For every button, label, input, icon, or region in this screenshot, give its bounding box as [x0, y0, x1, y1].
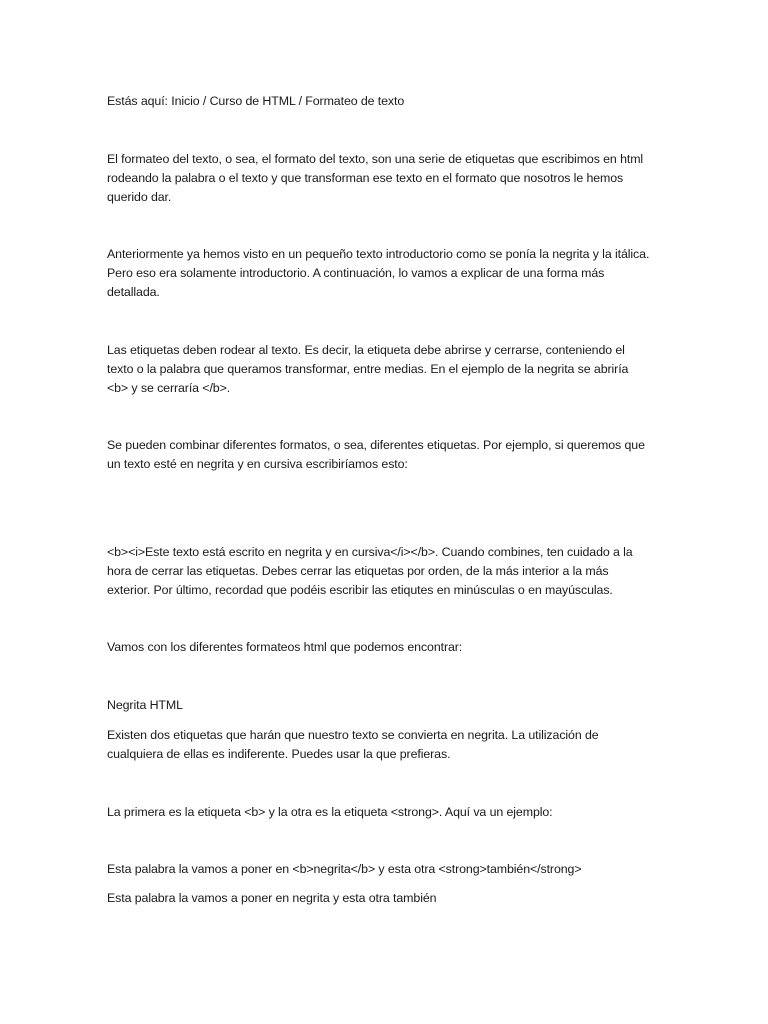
paragraph-bold-tags: Existen dos etiquetas que harán que nuestro texto se convierta en negrita. La utilización de cualquiera de ellas es indiferente. Puedes usar la que prefieras.	[107, 728, 599, 762]
paragraph-intro: El formateo del texto, o sea, el formato del texto, son una serie de etiquetas que escribimos en html rodeando la palabra o el texto y que transforman ese texto en el formato que nosotros le hemos querido dar.	[107, 152, 644, 205]
paragraph-combine: Se pueden combinar diferentes formatos, o sea, diferentes etiquetas. Por ejemplo, si queremos que un texto esté en negrita y en cursiva escribiríamos esto:	[107, 438, 645, 472]
paragraph-code-example: Esta palabra la vamos a poner en <b>negrita</b> y esta otra <strong>también</strong>	[107, 862, 582, 876]
paragraph-tags: Las etiquetas deben rodear al texto. Es decir, la etiqueta debe abrirse y cerrarse, conteniendo el texto o la palabra que queramos transformar, entre medias. En el ejemplo de la negrita se abriría <b> y se cerraría </b>.	[107, 343, 629, 396]
paragraph-previous: Anteriormente ya hemos visto en un pequeño texto introductorio como se ponía la negrita y la itálica. Pero eso era solamente introductorio. A continuación, lo vamos a explicar de una forma más detallada.	[107, 247, 650, 300]
paragraph-formats: Vamos con los diferentes formateos html que podemos encontrar:	[107, 640, 463, 654]
breadcrumb: Estás aquí: Inicio / Curso de HTML / Formateo de texto	[107, 94, 405, 108]
heading-negrita: Negrita HTML	[107, 698, 183, 712]
paragraph-example: <b><i>Este texto está escrito en negrita y en cursiva</i></b>. Cuando combines, ten cuidado a la hora de cerrar las etiquetas. Debes cerrar las etiquetas por orden, de la más interior a la más exterior. Por último, recordad que podéis escribir las etiqutes en minúsculas o en mayúsculas.	[107, 545, 633, 598]
paragraph-first-tag: La primera es la etiqueta <b> y la otra es la etiqueta <strong>. Aquí va un ejemplo:	[107, 805, 553, 819]
paragraph-rendered-example: Esta palabra la vamos a poner en negrita y esta otra también	[107, 891, 437, 905]
